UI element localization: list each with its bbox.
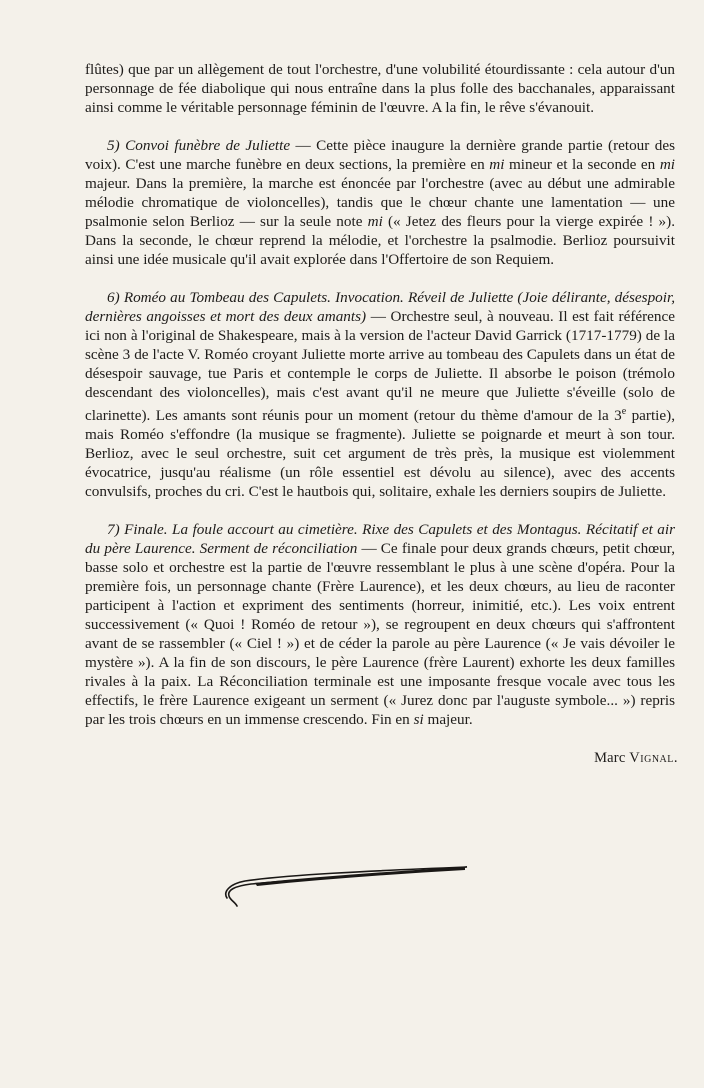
paragraph-text: majeur. (423, 711, 473, 729)
note-name: mi (367, 213, 383, 230)
paragraph-text: flûtes) que par un allègement de tout l'orchestre, d'une volubilité étourdissante : cela autour d'un personnage de fée diabolique qui nous entraîne dans la plus folle des bacchanales, apparaissant ainsi comme le véritable personnage féminin de l'œuvre. A la fin, le rêve s'évanouit. (85, 61, 675, 116)
paragraph-continuation (85, 60, 675, 117)
note-name: mi (489, 156, 505, 173)
paragraph-text: — Ce finale pour deux grands chœurs, petit chœur, basse solo et orchestre est la partie de l'œuvre ressemblant le plus à une scène d'opéra. Pour la première fois, un personnage chante (Frère Laurence), et les deux chœurs, au lieu de raconter participent à l'action et expriment des sentiments (horreur, inimitié, etc.). Les voix entrent successivement (« Quoi ! Roméo de retour »), se regroupent en deux chœurs qui s'affrontent avant de se rassembler (« Ciel ! ») et de céder la parole au père Laurence (« Je vais dévoiler le mystère »). A la fin de son discours, le père Laurence (frère Laurent) exhorte les deux familles rivales à la paix. La Réconciliation terminale est une imposante fresque vocale avec tous les effectifs, le frère Laurence exigeant un serment (« Jurez donc par l'auguste symbole... ») repris par les trois chœurs en un immense crescendo. Fin en (85, 540, 675, 729)
paragraph-title: Finale. La foule accourt au cimetière. Rixe des Capulets et des Montagus. Récitatif et air du père Laurence. Serment de réconciliation (85, 521, 676, 558)
paragraph-text: partie), mais Roméo s'effondre (la musique se fragmente). Juliette se poignarde et meurt à son tour. Berlioz, avec le seul orchestre, suit cet argument de très près, la musique est violemment évocatrice, jusqu'au réalisme (un rôle essentiel est dévolu au silence), avec des accents convulsifs, proches du cri. C'est le hautbois qui, solitaire, exhale les derniers soupirs de Juliette. (85, 407, 675, 501)
paragraph-title: Convoi funèbre de Juliette (125, 137, 291, 154)
paragraph-text: majeur. Dans la première, la marche est énoncée par l'orchestre (avec au début une admirable mélodie chromatique de violoncelles), tandis que le chœur chante une lamentation — une psalmonie selon Berlioz — sur la seule note (85, 175, 675, 230)
paragraph-number: 5) (107, 137, 120, 154)
paragraph-6 (85, 288, 675, 501)
paragraph-text: — Orchestre seul, à nouveau. Il est fait référence ici non à l'original de Shakespeare, mais à la version de l'acteur David Garrick (1717-1779) de la scène 3 de l'acte V. Roméo croyant Juliette morte arrive au tombeau des Capulets dans un état de désespoir sauvage, tue Paris et contemple le corps de Juliette. Il absorbe le poison (trémolo descendant des violoncelles), mais c'est avant qu'il ne meure que Juliette s'éveille (solo de clarinette). Les amants sont réunis pour un moment (retour du thème d'amour de la 3 (85, 308, 675, 425)
flourish-ornament-icon (215, 862, 475, 912)
paragraph-text: — Cette pièce inaugure la dernière grande partie (retour des voix). C'est une marche funèbre en deux sections, la première en (85, 137, 676, 173)
note-name: mi (659, 156, 675, 173)
note-name: si (413, 711, 424, 729)
paragraph-number: 6) (107, 289, 120, 306)
paragraph-text: mineur et la seconde en (504, 156, 660, 173)
text-column (85, 60, 675, 748)
paragraph-7 (85, 520, 675, 729)
author-signature (0, 750, 678, 767)
paragraph-5 (85, 136, 675, 269)
paragraph-number: 7) (107, 521, 120, 539)
author-first-name: Marc (594, 750, 630, 766)
paragraph-title: Roméo au Tombeau des Capulets. Invocation. Réveil de Juliette (Joie délirante, désespoir, dernières angoisses et mort des deux amants) (85, 289, 676, 325)
paragraph-text: (« Jetez des fleurs pour la vierge expirée ! »). Dans la seconde, le chœur reprend la mélodie, et l'orchestre la psalmodie. Berlioz poursuivit ainsi une idée musicale qu'il avait explorée dans l'Offertoire de son Requiem. (85, 213, 676, 268)
superscript: e (621, 406, 627, 417)
author-last-name: Vignal. (629, 750, 678, 766)
